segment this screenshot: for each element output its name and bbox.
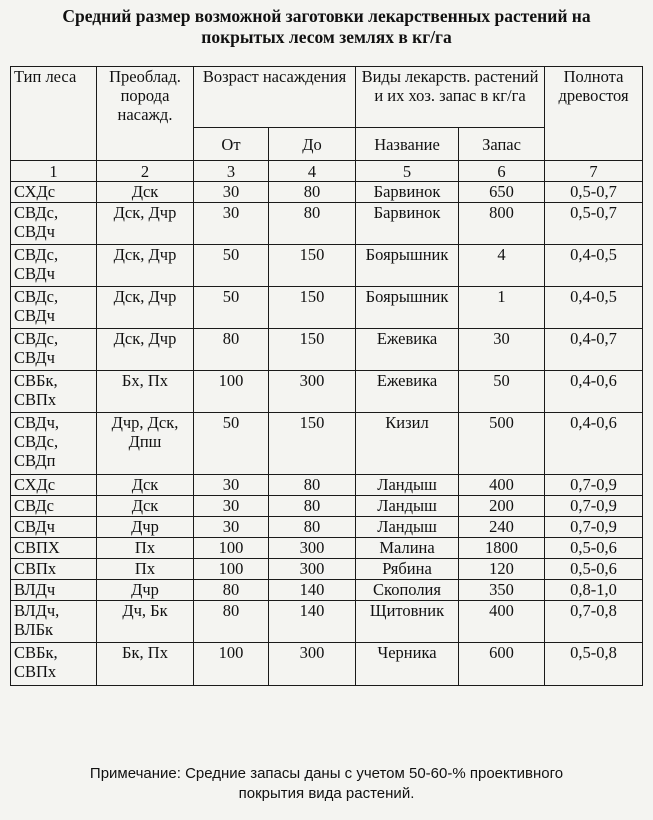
cell-plant-name: Щитовник: [356, 601, 459, 643]
cell-forest-type: СВДс: [11, 496, 97, 517]
cell-dominant-species: Бх, Пх: [97, 371, 194, 413]
cell-dominant-species: Дск, Дчр: [97, 287, 194, 329]
document-title: [0, 6, 653, 48]
cell-dominant-species: Бк, Пх: [97, 643, 194, 686]
cell-plant-name: Ландыш: [356, 475, 459, 496]
cell-age-from: 30: [194, 496, 269, 517]
cell-dominant-species: Дск: [97, 496, 194, 517]
cell-plant-reserve: 1800: [459, 538, 545, 559]
column-number: 7: [545, 161, 643, 182]
column-number-row: [11, 161, 643, 182]
cell-dominant-species: Дск, Дчр: [97, 329, 194, 371]
cell-age-to: 80: [269, 475, 356, 496]
cell-dominant-species: Дч, Бк: [97, 601, 194, 643]
cell-age-to: 300: [269, 643, 356, 686]
cell-age-to: 80: [269, 496, 356, 517]
header-age-from: От: [194, 128, 269, 161]
footnote-line-1: Примечание: Средние запасы даны с учетом 50-60-% проективного: [89, 765, 564, 782]
cell-dominant-species: Дск, Дчр: [97, 203, 194, 245]
cell-plant-reserve: 650: [459, 182, 545, 203]
cell-density: 0,5-0,7: [545, 203, 643, 245]
column-number: 2: [97, 161, 194, 182]
cell-age-to: 150: [269, 329, 356, 371]
cell-age-to: 140: [269, 580, 356, 601]
cell-forest-type: СХДс: [11, 475, 97, 496]
table-row: [11, 496, 643, 517]
cell-age-from: 100: [194, 559, 269, 580]
cell-forest-type: СВДч: [11, 517, 97, 538]
column-number: 3: [194, 161, 269, 182]
cell-plant-reserve: 1: [459, 287, 545, 329]
cell-forest-type: СВПХ: [11, 538, 97, 559]
table-row: [11, 580, 643, 601]
cell-density: 0,7-0,9: [545, 496, 643, 517]
cell-plant-name: Малина: [356, 538, 459, 559]
table-row: [11, 538, 643, 559]
cell-dominant-species: Дчр: [97, 580, 194, 601]
header-plant-name: Название: [356, 128, 459, 161]
plants-table: [10, 66, 643, 686]
cell-age-from: 30: [194, 475, 269, 496]
cell-age-from: 50: [194, 287, 269, 329]
cell-plant-reserve: 350: [459, 580, 545, 601]
cell-plant-name: Ландыш: [356, 496, 459, 517]
cell-density: 0,5-0,6: [545, 559, 643, 580]
cell-age-to: 150: [269, 245, 356, 287]
column-number: 6: [459, 161, 545, 182]
table-row: [11, 601, 643, 643]
cell-age-from: 50: [194, 245, 269, 287]
cell-dominant-species: Пх: [97, 559, 194, 580]
header-row: [11, 67, 643, 128]
cell-plant-reserve: 120: [459, 559, 545, 580]
cell-age-to: 150: [269, 287, 356, 329]
cell-forest-type: СВПх: [11, 559, 97, 580]
cell-plant-reserve: 400: [459, 601, 545, 643]
cell-density: 0,4-0,6: [545, 371, 643, 413]
cell-age-from: 100: [194, 371, 269, 413]
cell-density: 0,4-0,5: [545, 245, 643, 287]
cell-density: 0,5-0,7: [545, 182, 643, 203]
cell-plant-name: Ежевика: [356, 329, 459, 371]
cell-forest-type: СХДс: [11, 182, 97, 203]
cell-plant-name: Барвинок: [356, 182, 459, 203]
cell-density: 0,7-0,8: [545, 601, 643, 643]
header-dominant-species: Преоблад. порода насажд.: [97, 67, 194, 161]
cell-age-from: 80: [194, 329, 269, 371]
cell-plant-reserve: 240: [459, 517, 545, 538]
cell-age-to: 300: [269, 371, 356, 413]
cell-dominant-species: Дск, Дчр: [97, 245, 194, 287]
cell-plant-reserve: 800: [459, 203, 545, 245]
cell-density: 0,5-0,6: [545, 538, 643, 559]
cell-plant-reserve: 200: [459, 496, 545, 517]
table-row: [11, 643, 643, 686]
column-number: 5: [356, 161, 459, 182]
table-row: [11, 475, 643, 496]
cell-age-from: 30: [194, 182, 269, 203]
column-number: 1: [11, 161, 97, 182]
cell-forest-type: СВБк, СВПх: [11, 371, 97, 413]
header-density: Полнота древостоя: [545, 67, 643, 161]
cell-plant-name: Боярышник: [356, 287, 459, 329]
cell-age-to: 150: [269, 413, 356, 475]
cell-density: 0,4-0,6: [545, 413, 643, 475]
table-row: [11, 371, 643, 413]
cell-dominant-species: Дчр, Дск, Дпш: [97, 413, 194, 475]
header-stand-age: Возраст насаждения: [194, 67, 356, 128]
cell-plant-name: Черника: [356, 643, 459, 686]
cell-density: 0,4-0,7: [545, 329, 643, 371]
cell-density: 0,4-0,5: [545, 287, 643, 329]
cell-plant-name: Боярышник: [356, 245, 459, 287]
cell-age-from: 100: [194, 538, 269, 559]
cell-plant-name: Ежевика: [356, 371, 459, 413]
footnote: [0, 764, 653, 804]
cell-age-from: 30: [194, 203, 269, 245]
cell-forest-type: СВДс, СВДч: [11, 329, 97, 371]
table-row: [11, 413, 643, 475]
table-row: [11, 517, 643, 538]
cell-forest-type: СВДч, СВДс, СВДп: [11, 413, 97, 475]
header-plant-species: Виды лекарств. растений и их хоз. запас в кг/га: [356, 67, 545, 128]
cell-dominant-species: Дск: [97, 475, 194, 496]
cell-age-to: 300: [269, 559, 356, 580]
cell-forest-type: СВДс, СВДч: [11, 203, 97, 245]
table-row: [11, 203, 643, 245]
cell-plant-name: Скополия: [356, 580, 459, 601]
header-plant-reserve: Запас: [459, 128, 545, 161]
cell-forest-type: СВБк, СВПх: [11, 643, 97, 686]
cell-forest-type: СВДс, СВДч: [11, 245, 97, 287]
cell-density: 0,7-0,9: [545, 517, 643, 538]
cell-plant-reserve: 4: [459, 245, 545, 287]
table-row: [11, 329, 643, 371]
footnote-line-2: покрытия вида растений.: [238, 785, 415, 802]
cell-dominant-species: Дск: [97, 182, 194, 203]
cell-plant-name: Барвинок: [356, 203, 459, 245]
cell-age-to: 80: [269, 203, 356, 245]
table-row: [11, 182, 643, 203]
cell-age-from: 100: [194, 643, 269, 686]
cell-age-to: 80: [269, 517, 356, 538]
cell-age-from: 80: [194, 601, 269, 643]
cell-age-to: 140: [269, 601, 356, 643]
cell-age-to: 80: [269, 182, 356, 203]
cell-density: 0,7-0,9: [545, 475, 643, 496]
cell-plant-name: Рябина: [356, 559, 459, 580]
cell-dominant-species: Дчр: [97, 517, 194, 538]
cell-plant-reserve: 600: [459, 643, 545, 686]
cell-plant-reserve: 400: [459, 475, 545, 496]
cell-forest-type: ВЛДч: [11, 580, 97, 601]
cell-density: 0,5-0,8: [545, 643, 643, 686]
cell-age-to: 300: [269, 538, 356, 559]
cell-forest-type: СВДс, СВДч: [11, 287, 97, 329]
cell-plant-reserve: 30: [459, 329, 545, 371]
cell-forest-type: ВЛДч, ВЛБк: [11, 601, 97, 643]
header-forest-type: Тип леса: [11, 67, 97, 161]
table-row: [11, 245, 643, 287]
cell-plant-name: Кизил: [356, 413, 459, 475]
cell-age-from: 30: [194, 517, 269, 538]
column-number: 4: [269, 161, 356, 182]
header-age-to: До: [269, 128, 356, 161]
title-line-1: Средний размер возможной заготовки лекарственных растений на: [62, 6, 591, 26]
cell-plant-name: Ландыш: [356, 517, 459, 538]
table-row: [11, 559, 643, 580]
table-row: [11, 287, 643, 329]
cell-age-from: 50: [194, 413, 269, 475]
cell-age-from: 80: [194, 580, 269, 601]
cell-plant-reserve: 500: [459, 413, 545, 475]
cell-plant-reserve: 50: [459, 371, 545, 413]
title-line-2: покрытых лесом землях в кг/га: [201, 27, 452, 47]
cell-dominant-species: Пх: [97, 538, 194, 559]
cell-density: 0,8-1,0: [545, 580, 643, 601]
